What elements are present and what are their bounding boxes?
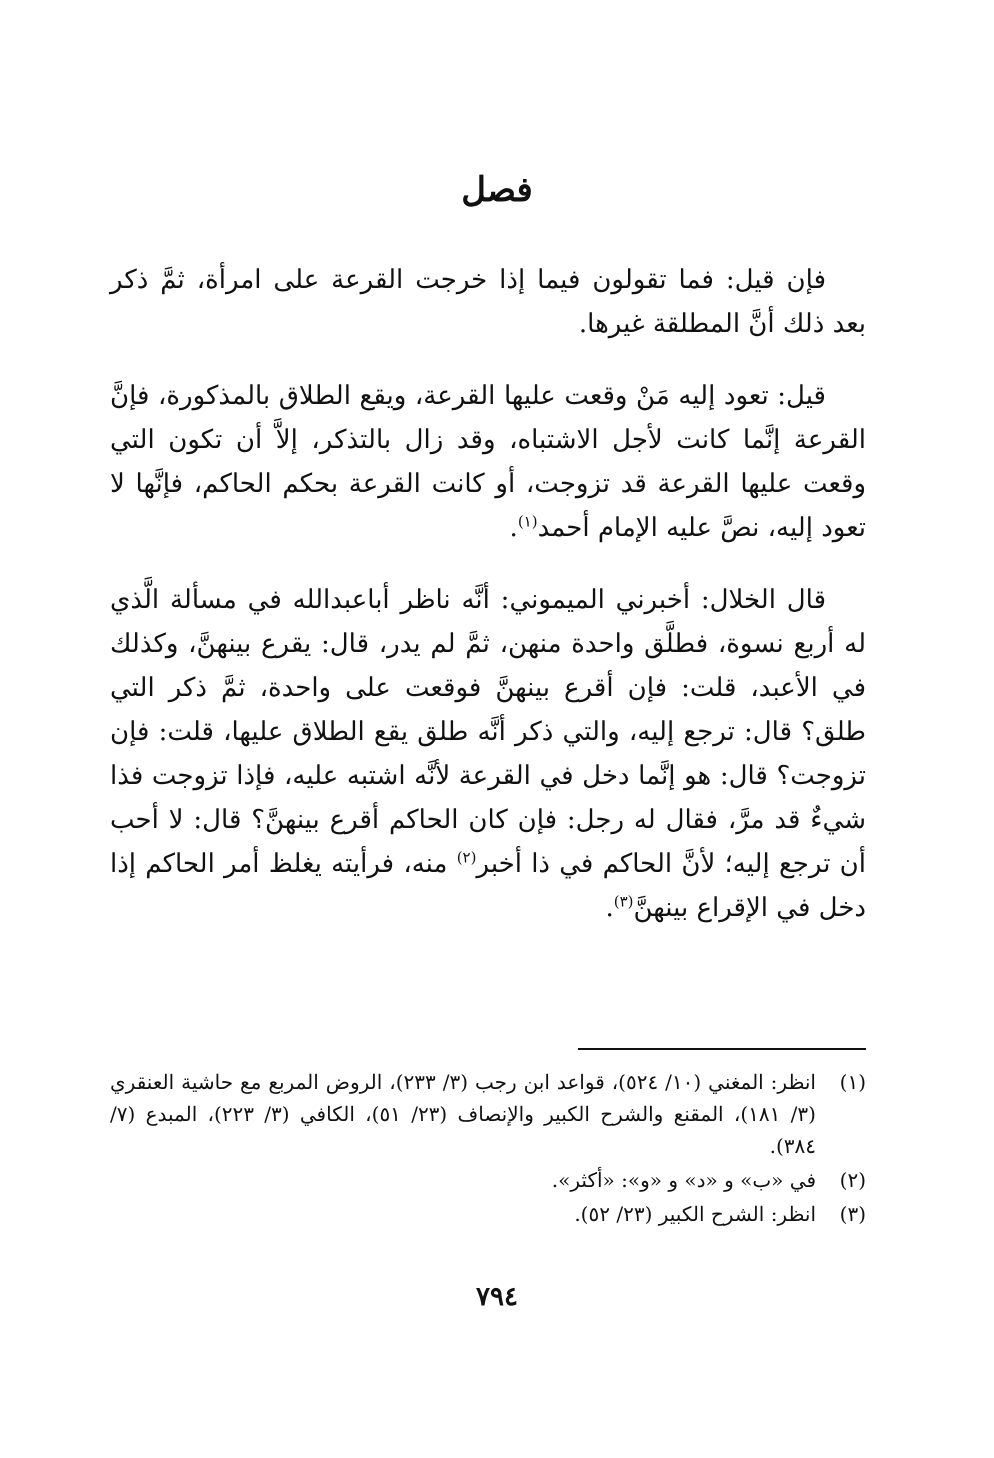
footnotes [110,1066,866,1232]
paragraph-answer [110,374,866,550]
footnote-1 [110,1066,866,1162]
section-heading: فصل [461,170,533,210]
page-number: ٧٩٤ [476,1282,518,1312]
footnote-ref-3[interactable]: (٣) [613,892,634,911]
footnote-ref-2[interactable]: (٢) [456,848,477,867]
paragraph-text: فإن قيل: فما تقولون فيما إذا خرجت القرعة على امرأة، ثمَّ ذكر بعد ذلك أنَّ المطلقة غيرها. [110,265,866,339]
paragraph-question [110,258,866,346]
footnote-number: (٣) [839,1202,866,1226]
paragraph-text: قال الخلال: أخبرني الميموني: أنَّه ناظر أباعبدالله في مسألة الَّذي له أربع نسوة، فطلَّق واحدة منهن، ثمَّ لم يدر، قال: يقرع بينهنَّ، وكذلك في الأعبد، قلت: فإن أقرع بينهنَّ فوقعت على واحدة، ثمَّ ذكر التي طلق؟ قال: ترجع إليه، والتي ذكر أنَّه طلق يقع الطلاق عليها، قلت: فإن تزوجت؟ قال: هو إنَّما دخل في القرعة لأنَّه اشتبه عليه، فإذا تزوجت فذا شيءٌ قد مرَّ، فقال له رجل: فإن كان الحاكم أقرع بينهنَّ؟ قال: لا أحب أن ترجع إليه؛ لأنَّ الحاكم في ذا أخبر [110,585,866,879]
footnote-number: (١) [839,1070,866,1094]
footnote-ref-1[interactable]: (١) [517,512,538,531]
paragraph-end: . [509,513,518,543]
footnote-number: (٢) [839,1168,866,1192]
footnote-text: انظر: الشرح الكبير (٢٣/ ٥٢). [574,1202,816,1226]
paragraph-text: قيل: تعود إليه مَنْ وقعت عليها القرعة، ويقع الطلاق بالمذكورة، فإنَّ القرعة إنَّما كانت لأجل الاشتباه، وقد زال بالتذكر، إلاَّ أن تكون التي وقعت عليها القرعة قد تزوجت، أو كانت القرعة بحكم الحاكم، فإنَّها لا تعود إليه، نصَّ عليه الإمام أحمد [110,381,866,543]
footnote-separator [578,1048,866,1050]
main-text [110,258,866,958]
footnote-text: في «ب» و «د» و «و»: «أكثر». [551,1168,816,1192]
paragraph-khallal [110,578,866,930]
footnote-text: انظر: المغني (١٠/ ٥٢٤)، قواعد ابن رجب (٣/ ٢٣٣)، الروض المربع مع حاشية العنقري (٣/ ١٨١)، المقنع والشرح الكبير والإنصاف (٢٣/ ٥١)، الكافي (٣/ ٢٢٣)، المبدع (٧/ ٣٨٤). [110,1070,816,1158]
footnote-2 [110,1164,866,1196]
paragraph-text-continued: منه، فرأيته يغلظ أمر الحاكم إذا دخل في الإقراع بينهنَّ [110,849,866,923]
footnote-3 [110,1198,866,1230]
paragraph-end: . [605,893,614,923]
